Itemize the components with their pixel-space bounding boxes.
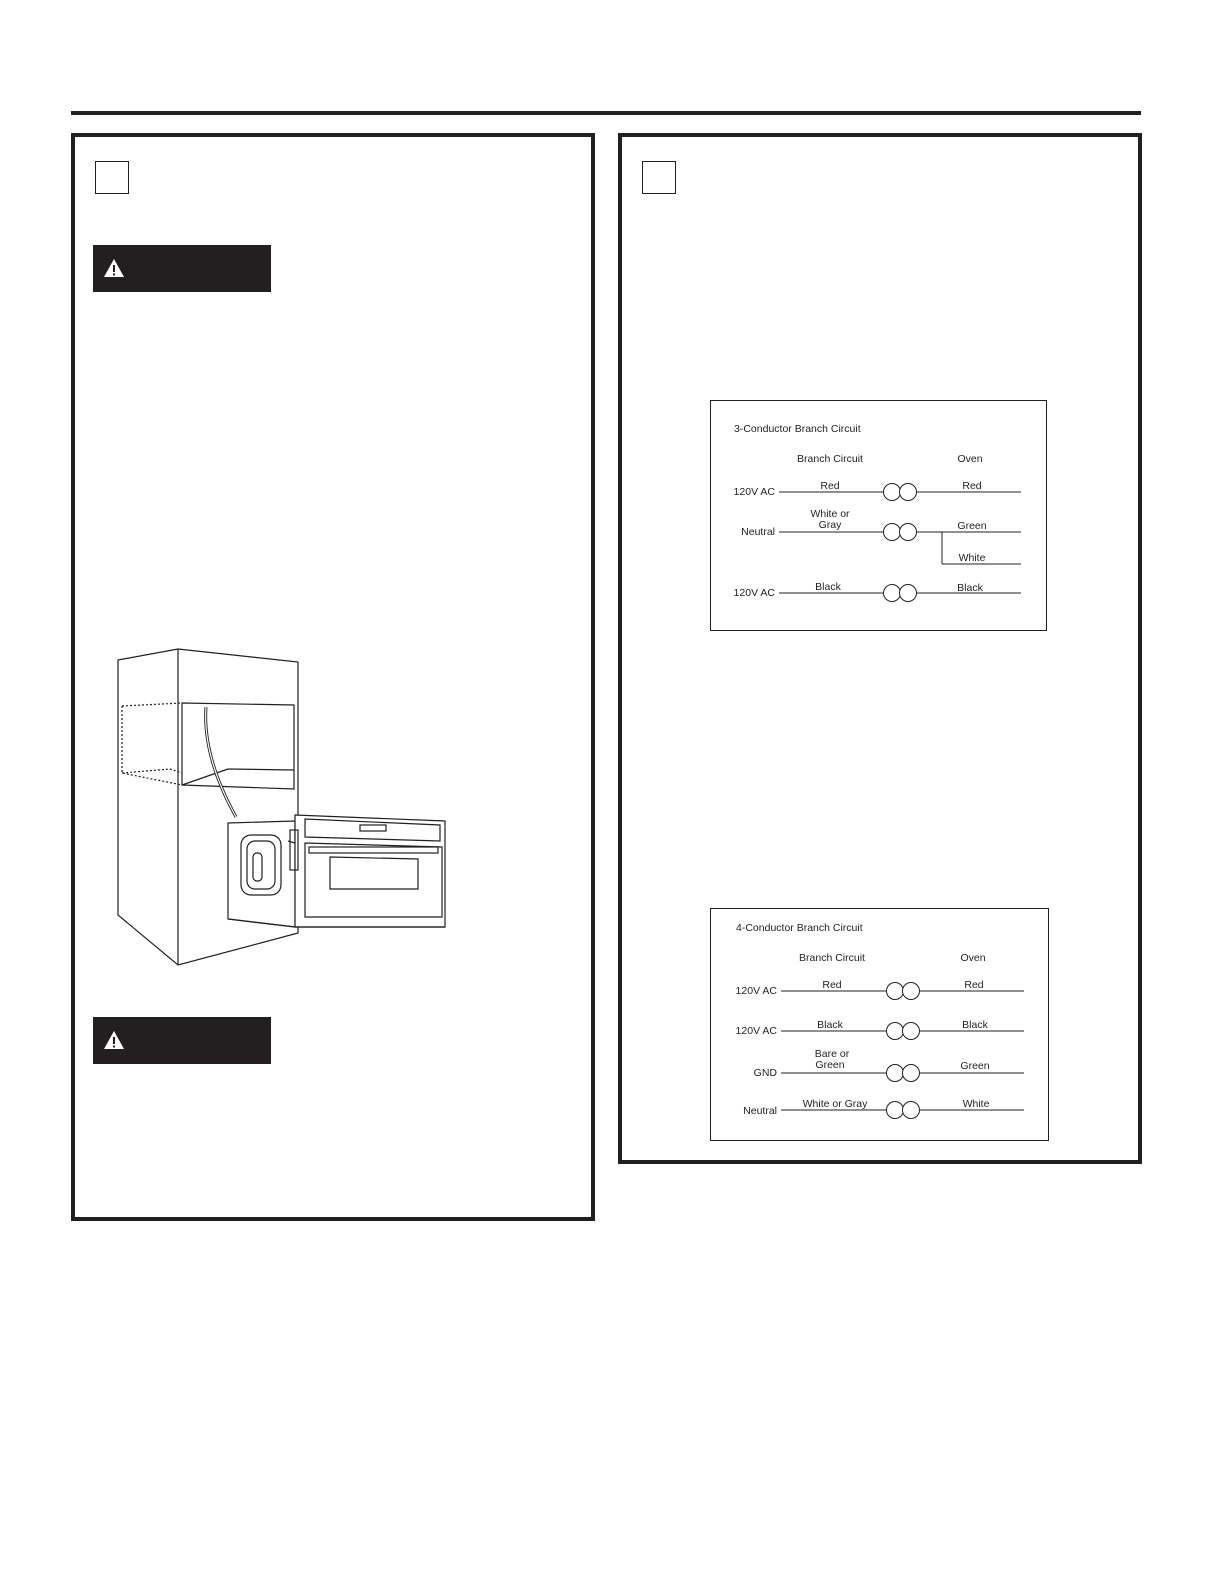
- column-branch-circuit: Branch Circuit: [797, 453, 863, 465]
- row-label: 120V AC: [733, 486, 775, 498]
- row-label: GND: [753, 1067, 777, 1079]
- wire-connector: [900, 484, 917, 501]
- oven-wire-label: White: [958, 552, 986, 564]
- branch-wire-label: Red: [820, 480, 840, 492]
- branch-wire-label: Black: [817, 1019, 843, 1031]
- wire-connector: [903, 1065, 920, 1082]
- warning-banner-top: [93, 245, 271, 292]
- row-label: 120V AC: [735, 985, 777, 997]
- warning-triangle-icon: [103, 1030, 125, 1050]
- diagram-title: 4-Conductor Branch Circuit: [736, 922, 863, 934]
- branch-wire-label: Black: [815, 581, 841, 593]
- three-conductor-wiring-diagram: [710, 400, 1048, 632]
- branch-wire-label: White or Gray: [802, 1098, 868, 1110]
- oven-wire-label: Green: [960, 1060, 990, 1072]
- branch-wire-label: White or: [810, 508, 850, 520]
- oven-wire-label: Green: [957, 520, 987, 532]
- branch-wire-label: Green: [815, 1059, 845, 1071]
- wire-connector: [900, 585, 917, 602]
- wire-connector: [884, 484, 901, 501]
- header-rule: [71, 111, 1141, 115]
- oven-installation-illustration: [110, 645, 455, 970]
- row-label: 120V AC: [733, 587, 775, 599]
- wire-connector: [900, 524, 917, 541]
- column-branch-circuit: Branch Circuit: [799, 952, 865, 964]
- branch-wire-label: Bare or: [814, 1048, 850, 1060]
- wire-connector: [887, 983, 904, 1000]
- column-oven: Oven: [957, 453, 983, 465]
- step-number-box: [642, 161, 676, 194]
- warning-triangle-icon: [103, 258, 125, 278]
- wire-connector: [887, 1023, 904, 1040]
- diagram-title: 3-Conductor Branch Circuit: [734, 423, 861, 435]
- oven-wire-label: White: [962, 1098, 990, 1110]
- oven-wire-label: Red: [962, 480, 982, 492]
- wire-connector: [887, 1102, 904, 1119]
- oven-wire-label: Red: [964, 979, 984, 991]
- wire-connector: [884, 524, 901, 541]
- column-oven: Oven: [960, 952, 986, 964]
- step-number-box: [95, 161, 129, 194]
- row-label: 120V AC: [735, 1025, 777, 1037]
- warning-banner-bottom: [93, 1017, 271, 1064]
- row-label: Neutral: [741, 526, 775, 538]
- wire-connector: [884, 585, 901, 602]
- wire-connector: [903, 1023, 920, 1040]
- oven-wire-label: Black: [957, 582, 983, 594]
- four-conductor-wiring-diagram: [710, 908, 1050, 1142]
- wire-connector: [887, 1065, 904, 1082]
- wire-connector: [903, 983, 920, 1000]
- wire-connector: [903, 1102, 920, 1119]
- row-label: Neutral: [743, 1105, 777, 1117]
- oven-wire-label: Black: [962, 1019, 988, 1031]
- branch-wire-label: Gray: [818, 519, 842, 531]
- branch-wire-label: Red: [822, 979, 842, 991]
